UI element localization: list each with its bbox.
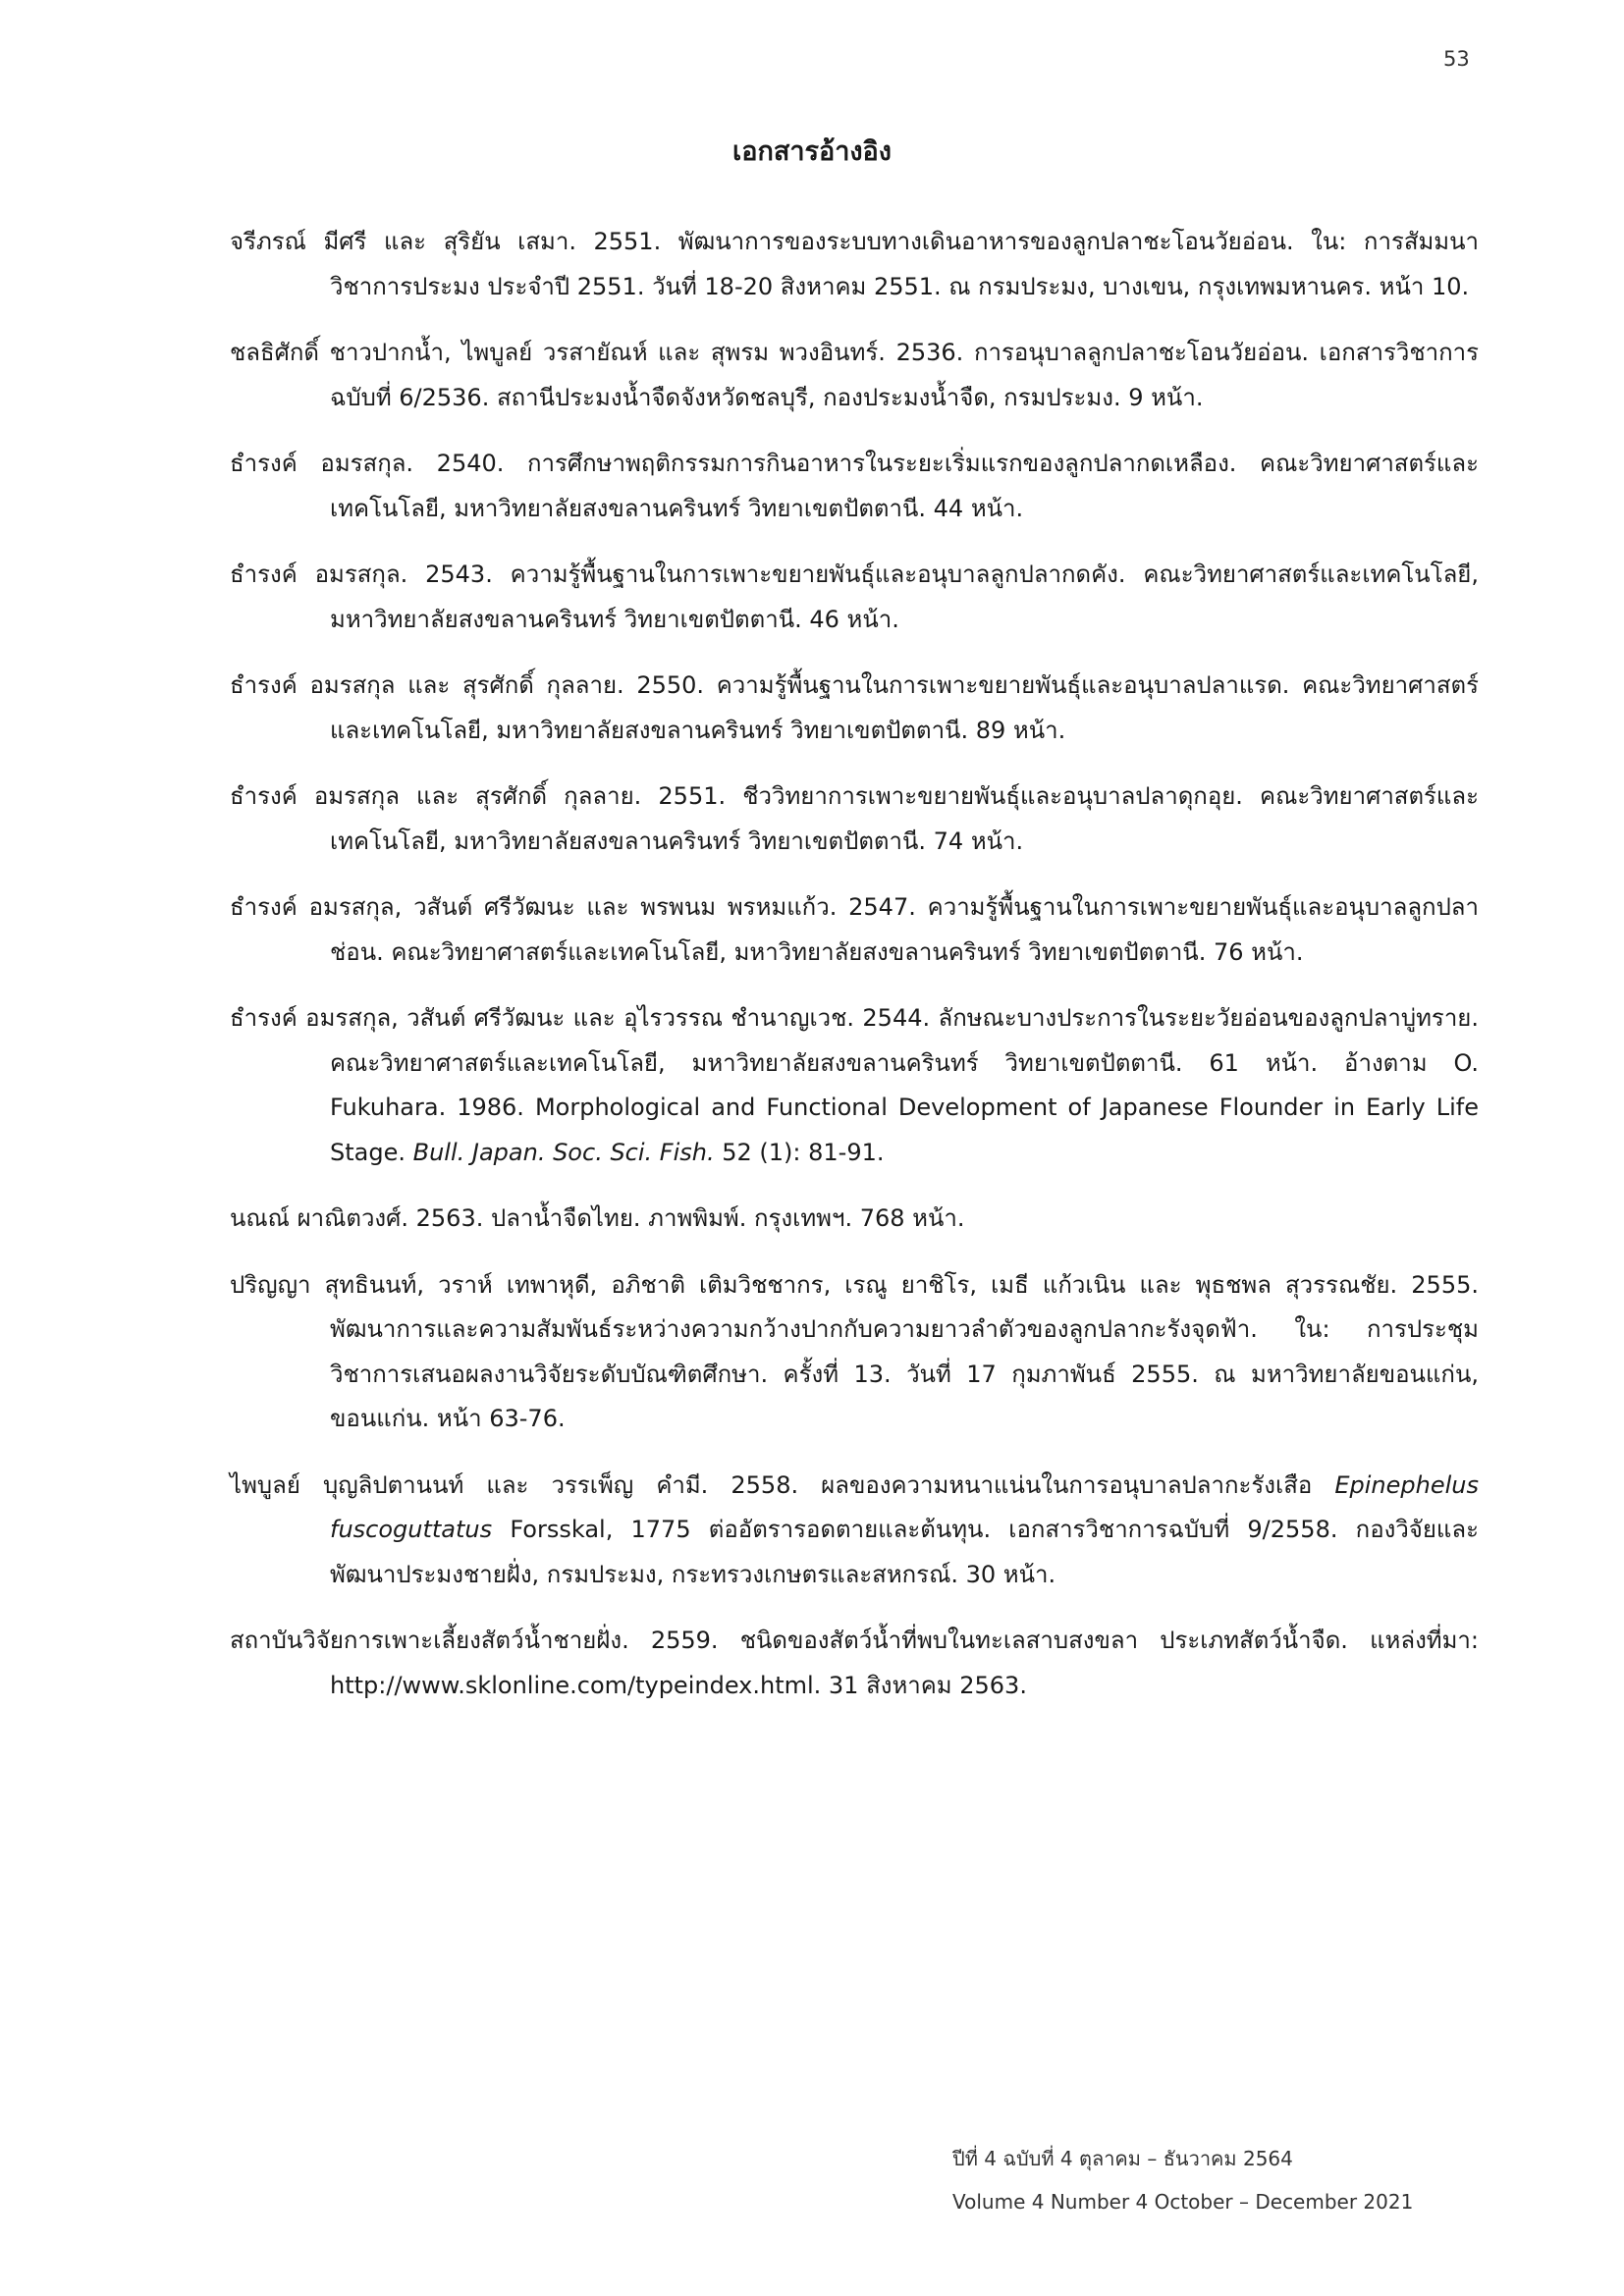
reference-item bbox=[230, 664, 1479, 753]
reference-text: ธำรงค์ อมรสกุล และ สุรศักดิ์ กุลลาย. 2550. ความรู้พื้นฐานในการเพาะขยายพันธุ์และอนุบาลปลาแรด. คณะวิทยาศาสตร์และเทคโนโลยี, มหาวิทยาลัยสงขลานครินทร์ วิทยาเขตปัตตานี. 89 หน้า. bbox=[230, 671, 1479, 744]
reference-list bbox=[230, 220, 1479, 1730]
reference-text: ธำรงค์ อมรสกุล และ สุรศักดิ์ กุลลาย. 2551. ชีววิทยาการเพาะขยายพันธุ์และอนุบาลปลาดุกอุย. คณะวิทยาศาสตร์และเทคโนโลยี, มหาวิทยาลัยสงขลานครินทร์ วิทยาเขตปัตตานี. 74 หน้า. bbox=[230, 782, 1479, 855]
reference-item bbox=[230, 1263, 1479, 1442]
reference-text: ปริญญา สุทธินนท์, วราห์ เทพาหุดี, อภิชาติ เติมวิชชากร, เรณู ยาชิโร, เมธี แก้วเนิน และ พุธชพล สุวรรณชัย. 2555. พัฒนาการและความสัมพันธ์ระหว่างความกว้างปากกับความยาวลำตัวของลูกปลากะรังจุดฟ้า. ใน: การประชุมวิชาการเสนอผลงานวิจัยระดับบัณฑิตศึกษา. ครั้งที่ 13. วันที่ 17 กุมภาพันธ์ 2555. ณ มหาวิทยาลัยขอนแก่น, ขอนแก่น. หน้า 63-76. bbox=[230, 1270, 1479, 1432]
reference-item bbox=[230, 220, 1479, 309]
reference-text-after: Forsskal, 1775 ต่ออัตรารอดตายและต้นทุน. เอกสารวิชาการฉบับที่ 9/2558. กองวิจัยและพัฒนาประมงชายฝั่ง, กรมประมง, กระทรวงเกษตรและสหกรณ์. 30 หน้า. bbox=[330, 1516, 1479, 1588]
reference-item bbox=[230, 331, 1479, 420]
reference-item bbox=[230, 1464, 1479, 1598]
reference-item bbox=[230, 1197, 1479, 1242]
reference-text-before: ไพบูลย์ บุญลิปตานนท์ และ วรรเพ็ญ คำมี. 2558. ผลของความหนาแน่นในการอนุบาลปลากะรังเสือ bbox=[230, 1470, 1335, 1499]
reference-item bbox=[230, 885, 1479, 975]
footer-thai-issue: ปีที่ 4 ฉบับที่ 4 ตุลาคม – ธันวาคม 2564 bbox=[952, 2147, 1293, 2170]
reference-text-before: ธำรงค์ อมรสกุล, วสันต์ ศรีวัฒนะ และ อุไรวรรณ ชำนาญเวช. 2544. ลักษณะบางประการในระยะวัยอ่อนของลูกปลาบู่ทราย. คณะวิทยาศาสตร์และเทคโนโลยี, มหาวิทยาลัยสงขลานครินทร์ วิทยาเขตปัตตานี. 61 หน้า. อ้างตาม O. Fukuhara. 1986. Morphological and Functional Development of Japanese Flounder in Early Life Stage. bbox=[230, 1004, 1479, 1166]
reference-text: จรีภรณ์ มีศรี และ สุริยัน เสมา. 2551. พัฒนาการของระบบทางเดินอาหารของลูกปลาชะโอนวัยอ่อน. ใน: การสัมมนาวิชาการประมง ประจำปี 2551. วันที่ 18-20 สิงหาคม 2551. ณ กรมประมง, บางเขน, กรุงเทพมหานคร. หน้า 10. bbox=[230, 228, 1479, 300]
page-title: เอกสารอ้างอิง bbox=[732, 136, 892, 167]
reference-species-name: Epinephelus fuscoguttatus bbox=[330, 1470, 1479, 1543]
reference-text: สถาบันวิจัยการเพาะเลี้ยงสัตว์น้ำชายฝั่ง. 2559. ชนิดของสัตว์น้ำที่พบในทะเลสาบสงขลา ประเภทสัตว์น้ำจืด. แหล่งที่มา: http://www.sklonline.com/typeindex.html. 31 สิงหาคม 2563. bbox=[230, 1627, 1479, 1699]
reference-text-after: 52 (1): 81-91. bbox=[714, 1138, 885, 1166]
reference-item bbox=[230, 1619, 1479, 1708]
reference-item bbox=[230, 442, 1479, 531]
reference-item bbox=[230, 996, 1479, 1175]
page-footer bbox=[952, 2137, 1463, 2223]
reference-text: ธำรงค์ อมรสกุล. 2543. ความรู้พื้นฐานในการเพาะขยายพันธุ์และอนุบาลลูกปลากดคัง. คณะวิทยาศาสตร์และเทคโนโลยี, มหาวิทยาลัยสงขลานครินทร์ วิทยาเขตปัตตานี. 46 หน้า. bbox=[230, 561, 1479, 633]
reference-item bbox=[230, 553, 1479, 642]
reference-journal-title: Bull. Japan. Soc. Sci. Fish. bbox=[412, 1138, 715, 1166]
reference-item bbox=[230, 774, 1479, 864]
footer-english-issue: Volume 4 Number 4 October – December 2021 bbox=[952, 2190, 1414, 2214]
reference-text: นณณ์ ผาณิตวงศ์. 2563. ปลาน้ำจืดไทย. ภาพพิมพ์. กรุงเทพฯ. 768 หน้า. bbox=[230, 1204, 965, 1232]
reference-text: ชลธิศักดิ์ ชาวปากน้ำ, ไพบูลย์ วรสายัณห์ และ สุพรม พวงอินทร์. 2536. การอนุบาลลูกปลาชะโอนวัยอ่อน. เอกสารวิชาการฉบับที่ 6/2536. สถานีประมงน้ำจืดจังหวัดชลบุรี, กองประมงน้ำจืด, กรมประมง. 9 หน้า. bbox=[230, 339, 1479, 411]
reference-text: ธำรงค์ อมรสกุล, วสันต์ ศรีวัฒนะ และ พรพนม พรหมแก้ว. 2547. ความรู้พื้นฐานในการเพาะขยายพันธุ์และอนุบาลลูกปลาช่อน. คณะวิทยาศาสตร์และเทคโนโลยี, มหาวิทยาลัยสงขลานครินทร์ วิทยาเขตปัตตานี. 76 หน้า. bbox=[230, 893, 1479, 966]
page-number: 53 bbox=[1443, 47, 1470, 71]
reference-text: ธำรงค์ อมรสกุล. 2540. การศึกษาพฤติกรรมการกินอาหารในระยะเริ่มแรกของลูกปลากดเหลือง. คณะวิทยาศาสตร์และเทคโนโลยี, มหาวิทยาลัยสงขลานครินทร์ วิทยาเขตปัตตานี. 44 หน้า. bbox=[230, 450, 1479, 522]
